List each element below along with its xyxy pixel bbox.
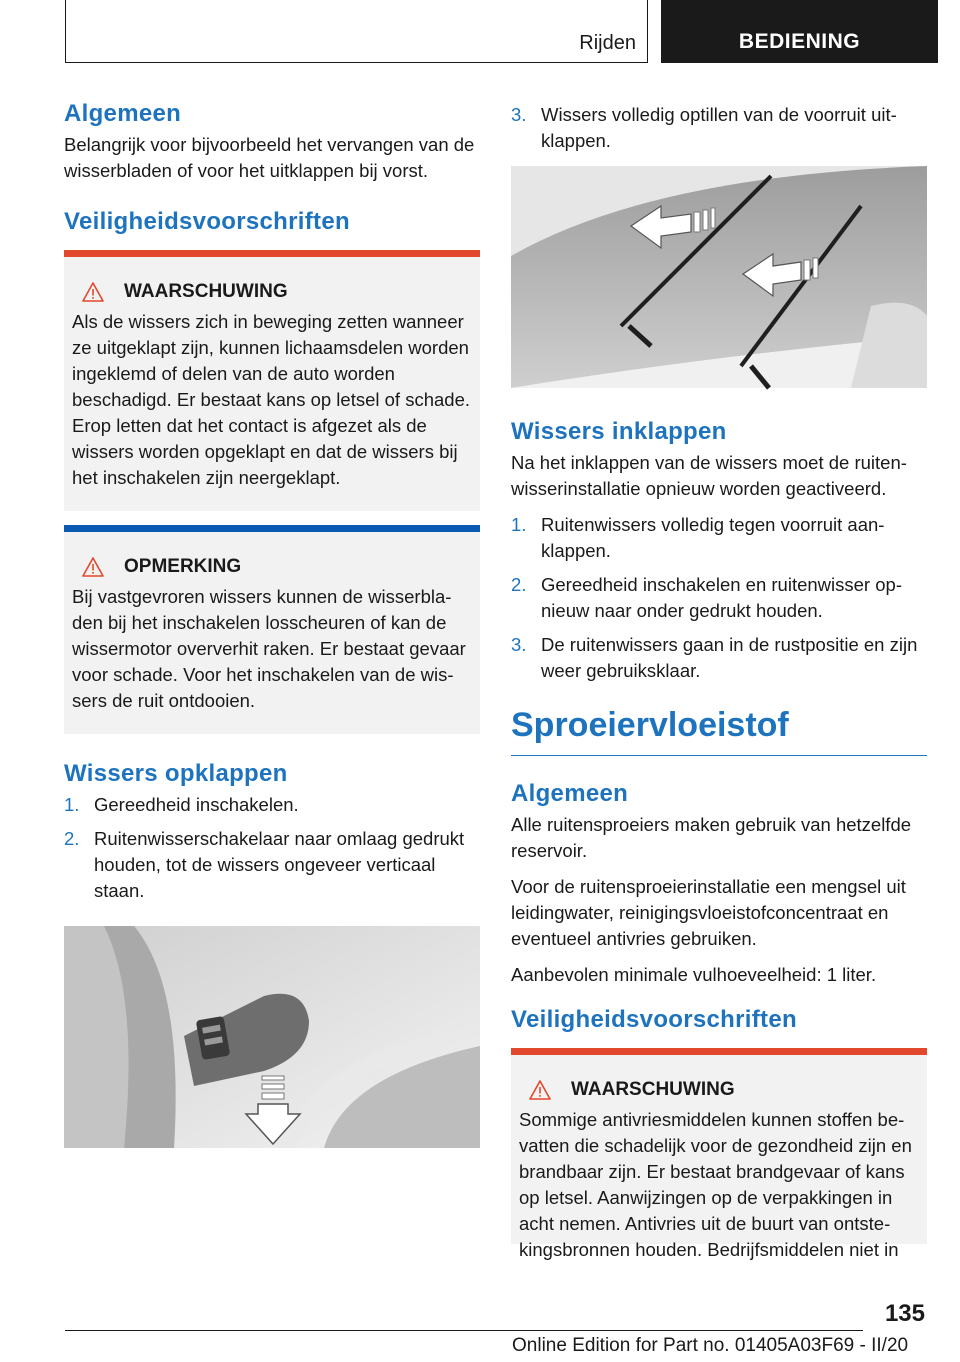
notice-text: Bij vastgevroren wissers kunnen de wisserbladen bij het inschakelen losscheuren of kan de wissermotor oververhit raken. Er bestaat gevaar voor schade. Voor het inschakelen van de wissers de ruit ontdooien. [72, 586, 466, 711]
washer-general-p2: Voor de ruitensproeierinstallatie een mengsel uit leidingwater, reinigingsvloeistofconcentraat en eventueel antivries gebruiken. [511, 876, 906, 949]
washer-general-p1: Alle ruitensproeiers maken gebruik van hetzelfde reservoir. [511, 814, 912, 861]
washer-warning-box [511, 1048, 927, 1260]
notice-title: OPMERKING [124, 556, 242, 577]
fold-in-steps [511, 512, 927, 684]
fold-in-heading: Wissers inklappen [511, 418, 727, 445]
list-item: 2. Ruitenwisserschakelaar naar omlaag gedrukt houden, tot de wissers ongeveer verticaal staan. [64, 828, 465, 901]
footer-divider [65, 1330, 863, 1331]
header-section-title: Rijden [579, 32, 636, 54]
wiper-lever-image [64, 926, 480, 1148]
general-heading: Algemeen [64, 100, 182, 127]
warning-triangle-icon [529, 1080, 551, 1100]
header-frame [65, 0, 648, 63]
fold-up-steps [64, 792, 480, 904]
list-item: 3. Wissers volledig optillen van de voorruit uitklappen. [511, 104, 897, 151]
washer-warning-title: WAARSCHUWING [571, 1079, 735, 1100]
washer-warning-text: Sommige antivriesmiddelen kunnen stoffen bevatten die schadelijk voor de gezondheid zijn en brandbaar zijn. Er bestaat brandgevaar of kans op letsel. Aanwijzingen op de verpakkingen in acht nemen. Antivries uit de buurt van ontstekingsbronnen houden. Bedrijfsmiddelen niet in [519, 1109, 912, 1260]
windshield-wipers-image [511, 166, 927, 388]
warning-box [64, 250, 480, 511]
washer-general-heading: Algemeen [511, 780, 629, 807]
list-item: 1. Gereedheid inschakelen. [64, 794, 299, 815]
notice-triangle-icon [82, 557, 104, 577]
fold-up-heading: Wissers opklappen [64, 760, 288, 787]
header-chapter-tab: BEDIENING [661, 0, 938, 63]
list-item: 1. Ruitenwissers volledig tegen voorruit aanklappen. [511, 514, 885, 561]
footer-edition: Online Edition for Part no. 01405A03F69 - II/20 [512, 1335, 909, 1356]
general-text: Belangrijk voor bijvoorbeeld het vervangen van de wisserbladen of voor het uitklappen bij vorst. [64, 134, 475, 181]
left-column [64, 100, 480, 1148]
washer-general-p3: Aanbevolen minimale vulhoeveelheid: 1 liter. [511, 964, 877, 985]
warning-triangle-icon [82, 282, 104, 302]
fold-up-steps-continued [511, 102, 927, 154]
page-number: 135 [884, 1300, 925, 1327]
safety-heading: Veiligheidsvoorschriften [64, 208, 350, 235]
warning-text: Als de wissers zich in beweging zetten wanneer ze uitgeklapt zijn, kunnen lichaamsdelen worden ingeklemd of delen van de auto worden beschadigd. Er bestaat kans op letsel of schade. Erop letten dat het contact is afgezet als de wissers worden opgeklapt en dat de wissers bij het inschakelen zijn neergeklapt. [72, 311, 471, 488]
fold-in-text: Na het inklappen van de wissers moet de ruitenwisserinstallatie opnieuw worden geactiveerd. [511, 452, 907, 499]
washer-safety-heading: Veiligheidsvoorschriften [511, 1006, 797, 1033]
list-item: 2. Gereedheid inschakelen en ruitenwisser opnieuw naar onder gedrukt houden. [511, 574, 902, 621]
washer-fluid-heading: Sproeiervloeistof [511, 706, 927, 756]
list-item: 3. De ruitenwissers gaan in de rustpositie en zijn weer gebruiksklaar. [511, 634, 918, 681]
right-column [511, 100, 927, 1260]
notice-box [64, 525, 480, 734]
warning-title: WAARSCHUWING [124, 281, 288, 302]
